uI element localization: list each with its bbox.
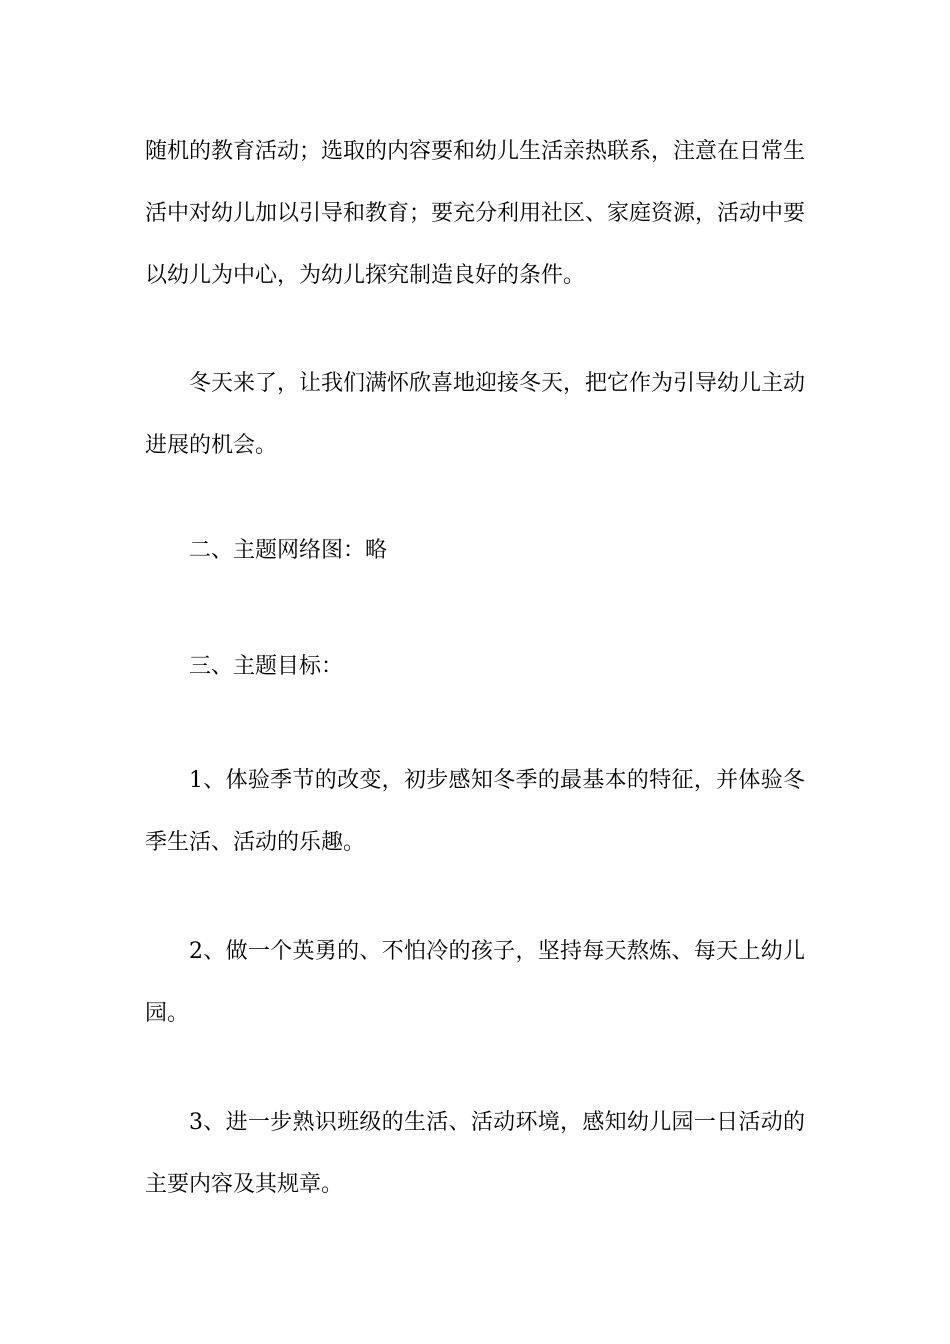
goal-item-3: 3、进一步熟识班级的生活、活动环境，感知幼儿园一日活动的主要内容及其规章。: [145, 1110, 805, 1197]
paragraph-winter-intro: 冬天来了，让我们满怀欣喜地迎接冬天，把它作为引导幼儿主动进展的机会。: [145, 371, 806, 458]
goal-item-2: 2、做一个英勇的、不怕冷的孩子，坚持每天熬炼、每天上幼儿园。: [145, 939, 805, 1026]
goal-item-1: 1、体验季节的改变，初步感知冬季的最基本的特征，并体验冬季生活、活动的乐趣。: [145, 768, 805, 855]
paragraph-continuation: 随机的教育活动；选取的内容要和幼儿生活亲热联系，注意在日常生活中对幼儿加以引导和教育；要充分利用社区、家庭资源，活动中要以幼儿为中心，为幼儿探究制造良好的条件。: [145, 139, 806, 288]
heading-theme-network: 二、主题网络图：略: [189, 538, 388, 563]
heading-theme-goals: 三、主题目标：: [189, 654, 344, 679]
